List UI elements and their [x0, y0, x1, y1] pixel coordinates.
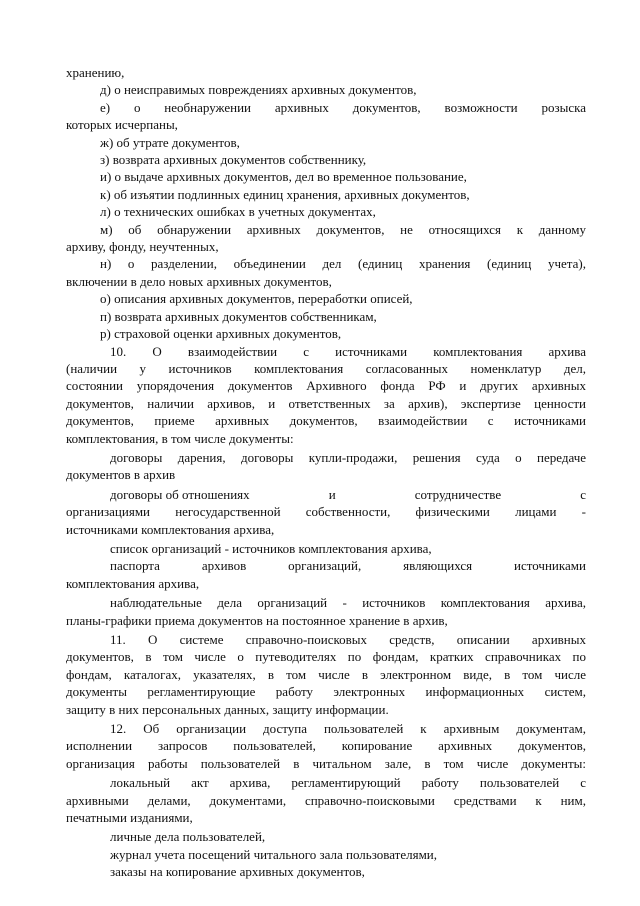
list-item-l: л) о технических ошибках в учетных документах, [100, 204, 376, 220]
word: источниками [514, 558, 586, 574]
text-line: договоры дарения, договоры купли-продажи, решения суда о передаче [110, 449, 586, 465]
text-line: печатными изданиями, [66, 810, 193, 826]
text-line: комплектования архива, [66, 575, 200, 591]
text-line-spread [66, 486, 586, 503]
text-line: архиву, фонду, неучтенных, [66, 239, 219, 255]
text-line: документов, наличии архивов, и ответственных за архив), экспертизе ценности [66, 395, 586, 411]
word: договоры об отношениях [110, 486, 250, 502]
word: и [328, 486, 336, 502]
word: с [580, 486, 586, 502]
list-item-z: з) возврата архивных документов собственнику, [100, 152, 367, 168]
section-11-heading: 11. О системе справочно-поисковых средств, описании архивных [110, 632, 586, 647]
text-line: защиту в них персональных данных, защиту информации. [66, 701, 389, 717]
text-line: наблюдательные дела организаций - источников комплектования архива, [110, 595, 586, 611]
list-item-m: м) об обнаружении архивных документов, не относящихся к данному [100, 221, 586, 237]
text-line: документы регламентирующие работу электронных информационных систем, [66, 684, 586, 700]
text-line-spread [66, 557, 586, 574]
text-line: комплектования, в том числе документы: [66, 430, 294, 446]
list-item-r: р) страховой оценки архивных документов, [100, 326, 342, 342]
text-line: личные дела пользователей, [110, 829, 266, 845]
text-line: архивными делами, документами, справочно-поисковыми средствами к ним, [66, 792, 586, 808]
text-line: заказы на копирование архивных документов, [110, 864, 365, 880]
list-item-n: н) о разделении, объединении дел (единиц хранения (единиц учета), [100, 256, 586, 272]
text-line: документов, в том числе о путеводителях по фондам, кратких справочниках по [66, 649, 586, 665]
text-line: документов, приеме архивных документов, взаимодействии с источниками [66, 413, 586, 429]
section-10-heading: 10. О взаимодействии с источниками комплектования архива [110, 343, 586, 359]
text-line: документов в архив [66, 467, 176, 483]
text-line: (наличии у источников комплектования согласованных номенклатур дел, [66, 360, 586, 376]
list-item-e: е) о необнаружении архивных документов, возможности розыска [100, 99, 586, 115]
list-item-k: к) об изъятии подлинных единиц хранения, архивных документов, [100, 186, 470, 202]
text-line: локальный акт архива, регламентирующий работу пользователей с [110, 775, 586, 791]
text-line: источниками комплектования архива, [66, 521, 275, 537]
text-line: которых исчерпаны, [66, 117, 178, 133]
word: архивов [201, 558, 247, 574]
text-line: состоянии упорядочения документов Архивного фонда РФ и других архивных [66, 378, 586, 394]
word: сотрудничестве [414, 486, 502, 502]
text-line: список организаций - источников комплектования архива, [110, 540, 432, 556]
text-line: планы-графики приема документов на постоянное хранение в архив, [66, 612, 448, 628]
word: паспорта [110, 558, 160, 574]
text-line: журнал учета посещений читального зала пользователями, [110, 846, 437, 862]
list-item-i: и) о выдаче архивных документов, дел во временное пользование, [100, 169, 467, 185]
text-line: включении в дело новых архивных документов, [66, 273, 332, 289]
list-item-d: д) о неисправимых повреждениях архивных документов, [100, 82, 417, 98]
text-line: организациями негосударственной собственности, физическими лицами - [66, 504, 586, 520]
list-item-p: п) возврата архивных документов собственникам, [100, 308, 377, 324]
text-line: хранению, [66, 65, 125, 80]
text-line: исполнении запросов пользователей, копирование архивных документов, [66, 738, 586, 754]
list-item-zh: ж) об утрате документов, [100, 134, 240, 150]
text-line: организация работы пользователей в читальном зале, в том числе документы: [66, 755, 586, 771]
list-item-o: о) описания архивных документов, переработки описей, [100, 291, 413, 307]
word: являющихся [403, 558, 473, 574]
word: организаций, [288, 558, 362, 574]
section-12-heading: 12. Об организации доступа пользователей к архивным документам, [110, 721, 586, 737]
text-line: фондам, каталогах, указателях, в том числе в электронном виде, в том числе [66, 666, 586, 682]
